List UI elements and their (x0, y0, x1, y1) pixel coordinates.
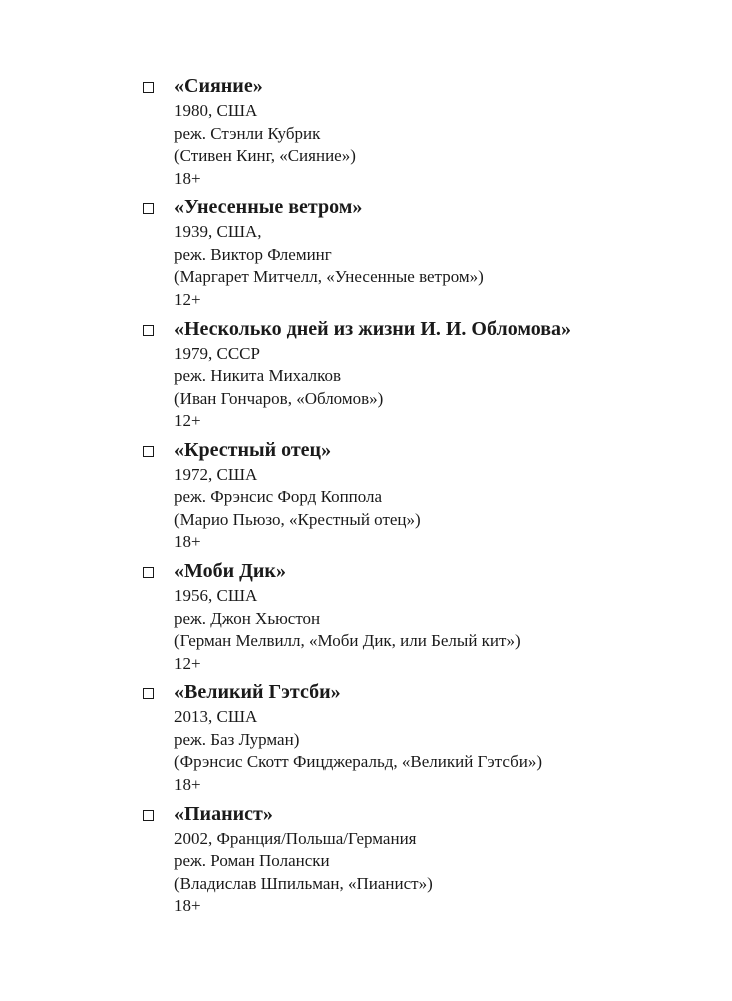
film-details (174, 315, 712, 433)
film-details (174, 193, 712, 311)
film-title: «Сияние» (174, 75, 263, 97)
film-entry (0, 678, 732, 799)
checkbox[interactable] (143, 567, 154, 578)
film-director: реж. Баз Лурман) (174, 729, 300, 749)
film-title: «Крестный отец» (174, 438, 332, 461)
film-title: «Несколько дней из жизни И. И. Обломова» (174, 317, 571, 340)
film-details (174, 800, 712, 918)
film-age-rating: 18+ (174, 774, 201, 794)
film-age-rating: 12+ (174, 289, 201, 309)
film-source: (Иван Гончаров, «Обломов») (174, 388, 384, 408)
checkbox[interactable] (143, 203, 154, 214)
film-title: «Великий Гэтсби» (174, 681, 341, 704)
film-source: (Стивен Кинг, «Сияние») (174, 146, 356, 165)
film-entry (0, 557, 732, 678)
film-title: «Моби Дик» (174, 560, 286, 583)
film-director: реж. Джон Хьюстон (174, 608, 321, 628)
film-year-country: 2002, Франция/Польша/Германия (174, 828, 417, 848)
film-details (174, 72, 712, 190)
checkbox[interactable] (143, 810, 154, 821)
film-year-country: 1939, США, (174, 222, 262, 242)
film-director: реж. Стэнли Кубрик (174, 123, 321, 143)
film-year-country: 2013, США (174, 707, 258, 727)
film-source: (Маргарет Митчелл, «Унесенные ветром») (174, 267, 484, 287)
film-entry (0, 436, 732, 557)
film-entry (0, 315, 732, 436)
film-age-rating: 18+ (174, 896, 201, 916)
film-title: «Пианист» (174, 802, 273, 825)
film-entry (0, 72, 732, 193)
checkbox[interactable] (143, 325, 154, 336)
film-details (174, 557, 712, 675)
film-entry (0, 193, 732, 314)
film-year-country: 1972, США (174, 464, 258, 484)
film-age-rating: 18+ (174, 532, 201, 552)
film-details (174, 436, 712, 554)
film-title: «Унесенные ветром» (174, 196, 363, 219)
film-source: (Владислав Шпильман, «Пианист») (174, 873, 433, 893)
film-age-rating: 18+ (174, 168, 201, 188)
film-year-country: 1979, СССР (174, 343, 260, 363)
film-details (174, 678, 712, 796)
film-director: реж. Роман Полански (174, 851, 330, 871)
checkbox[interactable] (143, 82, 154, 93)
film-source: (Фрэнсис Скотт Фицджеральд, «Великий Гэтсби») (174, 752, 542, 772)
checkbox[interactable] (143, 688, 154, 699)
film-director: реж. Виктор Флеминг (174, 244, 332, 264)
film-director: реж. Фрэнсис Форд Коппола (174, 487, 383, 507)
film-year-country: 1980, США (174, 101, 258, 120)
film-year-country: 1956, США (174, 586, 258, 606)
film-director: реж. Никита Михалков (174, 366, 342, 386)
film-age-rating: 12+ (174, 411, 201, 431)
checkbox[interactable] (143, 446, 154, 457)
film-source: (Герман Мелвилл, «Моби Дик, или Белый кит») (174, 631, 521, 651)
film-checklist (0, 72, 732, 921)
film-source: (Марио Пьюзо, «Крестный отец») (174, 509, 421, 529)
film-entry (0, 800, 732, 921)
film-age-rating: 12+ (174, 653, 201, 673)
